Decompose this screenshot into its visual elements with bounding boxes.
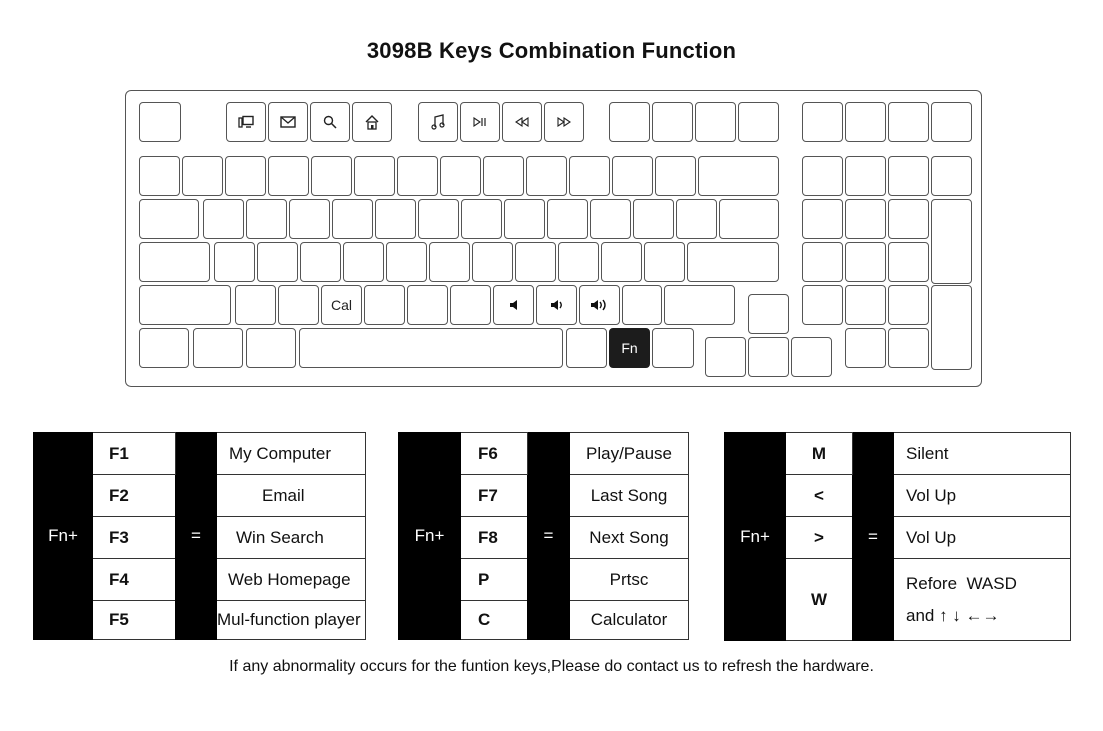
desc-cell: Vol Up <box>894 475 1071 517</box>
f-key <box>460 102 500 142</box>
numpad-key <box>888 285 929 325</box>
key-cell: M <box>786 433 853 475</box>
numpad-0-key <box>845 328 886 368</box>
comma-key <box>536 285 577 325</box>
arrow-right-key <box>791 337 832 377</box>
numpad-key <box>802 156 843 196</box>
keyboard-key <box>235 285 276 325</box>
home-icon <box>365 115 379 130</box>
keyboard-key <box>257 242 298 282</box>
key-label: Cal <box>330 297 352 313</box>
fn-table-2 <box>398 432 689 640</box>
keyboard-key <box>203 199 244 239</box>
keyboard-key <box>386 242 427 282</box>
mute-icon <box>509 299 519 311</box>
keyboard-key <box>407 285 448 325</box>
keyboard-key <box>612 156 653 196</box>
key-cell: P <box>461 559 528 601</box>
keyboard-key <box>526 156 567 196</box>
keyboard-key <box>461 199 502 239</box>
keyboard-key <box>397 156 438 196</box>
arrow-left-key <box>705 337 746 377</box>
keyboard-key <box>225 156 266 196</box>
search-icon <box>323 115 337 129</box>
c-key <box>321 285 362 325</box>
keyboard-key <box>601 242 642 282</box>
key-cell: > <box>786 517 853 559</box>
desc-cell: Web Homepage <box>217 559 366 601</box>
equals-sign: = <box>528 433 570 640</box>
desc-line-2: and ↑ ↓ ←→ <box>906 605 1000 625</box>
keyboard-key <box>429 242 470 282</box>
desc-line-1: Refore WASD <box>906 573 1017 593</box>
key-cell: F8 <box>461 517 528 559</box>
numpad-key <box>845 199 886 239</box>
keyboard-key <box>644 242 685 282</box>
tab-key <box>139 199 199 239</box>
numpad-key <box>888 156 929 196</box>
key-cell: F6 <box>461 433 528 475</box>
f-key <box>502 102 542 142</box>
f-key <box>609 102 650 142</box>
keyboard-key <box>343 242 384 282</box>
desc-cell: Vol Up <box>894 517 1071 559</box>
fast-forward-icon <box>556 117 572 127</box>
desc-cell: My Computer <box>217 433 366 475</box>
keyboard-key <box>268 156 309 196</box>
alt-key <box>246 328 296 368</box>
keyboard-key <box>300 242 341 282</box>
f-key <box>544 102 584 142</box>
keyboard-key <box>633 199 674 239</box>
ctrl-key <box>652 328 694 368</box>
key-cell: < <box>786 475 853 517</box>
arrow-down-key <box>748 337 789 377</box>
keyboard-key <box>547 199 588 239</box>
win-key <box>193 328 243 368</box>
keyboard-key <box>569 156 610 196</box>
keyboard-key <box>472 242 513 282</box>
keyboard-key <box>278 285 319 325</box>
table-row <box>34 433 366 475</box>
keyboard-key <box>676 199 717 239</box>
key-cell: F4 <box>93 559 176 601</box>
period-key <box>579 285 620 325</box>
desc-cell: Email <box>217 475 366 517</box>
f-key <box>226 102 266 142</box>
alt-key <box>566 328 607 368</box>
numpad-dot-key <box>888 328 929 368</box>
keyboard-key <box>375 199 416 239</box>
f-key <box>418 102 458 142</box>
numpad-plus-key <box>931 199 972 284</box>
f-key <box>268 102 308 142</box>
keyboard-key <box>450 285 491 325</box>
keyboard-key <box>332 199 373 239</box>
key-cell: F5 <box>93 601 176 640</box>
fn-table-1 <box>33 432 366 640</box>
numpad-key <box>802 242 843 282</box>
backslash-key <box>719 199 779 239</box>
numpad-key <box>802 285 843 325</box>
key-cell: W <box>786 559 853 641</box>
numpad-enter-key <box>931 285 972 370</box>
numpad-key <box>931 156 972 196</box>
keyboard-key <box>364 285 405 325</box>
volume-down-icon <box>550 299 564 311</box>
ctrl-key <box>139 328 189 368</box>
keyboard-key <box>246 199 287 239</box>
table-row <box>399 433 689 475</box>
key-cell: F2 <box>93 475 176 517</box>
desc-cell: Calculator <box>570 601 689 640</box>
keyboard-key <box>558 242 599 282</box>
nav-key <box>931 102 972 142</box>
keyboard-key <box>182 156 223 196</box>
numpad-key <box>845 156 886 196</box>
numpad-key <box>802 199 843 239</box>
nav-key <box>802 102 843 142</box>
keyboard-key <box>504 199 545 239</box>
enter-key <box>687 242 779 282</box>
space-key <box>299 328 563 368</box>
desc-cell: Play/Pause <box>570 433 689 475</box>
nav-key <box>888 102 929 142</box>
computer-icon <box>238 115 254 129</box>
equals-sign: = <box>853 433 894 641</box>
keyboard-key <box>139 156 180 196</box>
keyboard-key <box>483 156 524 196</box>
fn-prefix: Fn+ <box>34 433 93 640</box>
numpad-key <box>888 242 929 282</box>
keyboard-key <box>590 199 631 239</box>
desc-cell: Win Search <box>217 517 366 559</box>
backspace-key <box>698 156 779 196</box>
keyboard-diagram <box>125 90 982 387</box>
keyboard-key <box>622 285 662 325</box>
play-pause-icon <box>473 117 487 127</box>
f-key <box>352 102 392 142</box>
mail-icon <box>280 116 296 128</box>
key-cell: C <box>461 601 528 640</box>
numpad-key <box>845 285 886 325</box>
keyboard-key <box>515 242 556 282</box>
fn-prefix: Fn+ <box>725 433 786 641</box>
desc-cell: Silent <box>894 433 1071 475</box>
f-key <box>738 102 779 142</box>
footer-note: If any abnormality occurs for the funtion keys,Please do contact us to refresh the hardware. <box>229 658 874 675</box>
keyboard-key <box>214 242 255 282</box>
caps-key <box>139 242 210 282</box>
left-shift-key <box>139 285 231 325</box>
fn-key <box>609 328 650 368</box>
key-cell: F7 <box>461 475 528 517</box>
equals-sign: = <box>176 433 217 640</box>
keyboard-key <box>289 199 330 239</box>
fn-table-3 <box>724 432 1071 641</box>
arrow-up-key <box>748 294 789 334</box>
desc-cell <box>894 559 1071 641</box>
f-key <box>652 102 693 142</box>
numpad-key <box>845 242 886 282</box>
key-label: Fn <box>621 340 638 356</box>
desc-cell: Mul-function player <box>217 601 366 640</box>
keyboard-key <box>655 156 696 196</box>
right-shift-key <box>664 285 735 325</box>
keyboard-key <box>418 199 459 239</box>
music-icon <box>431 114 445 130</box>
desc-cell: Last Song <box>570 475 689 517</box>
m-key <box>493 285 534 325</box>
desc-cell: Next Song <box>570 517 689 559</box>
key-cell: F3 <box>93 517 176 559</box>
volume-up-icon <box>590 298 610 312</box>
keyboard-key <box>354 156 395 196</box>
key-cell: F1 <box>93 433 176 475</box>
fn-prefix: Fn+ <box>399 433 461 640</box>
nav-key <box>845 102 886 142</box>
f-key <box>695 102 736 142</box>
numpad-key <box>888 199 929 239</box>
keyboard-key <box>440 156 481 196</box>
table-row <box>725 433 1071 475</box>
page-title: 3098B Keys Combination Function <box>366 38 737 63</box>
esc-key <box>139 102 181 142</box>
desc-cell: Prtsc <box>570 559 689 601</box>
f-key <box>310 102 350 142</box>
rewind-icon <box>514 117 530 127</box>
keyboard-key <box>311 156 352 196</box>
